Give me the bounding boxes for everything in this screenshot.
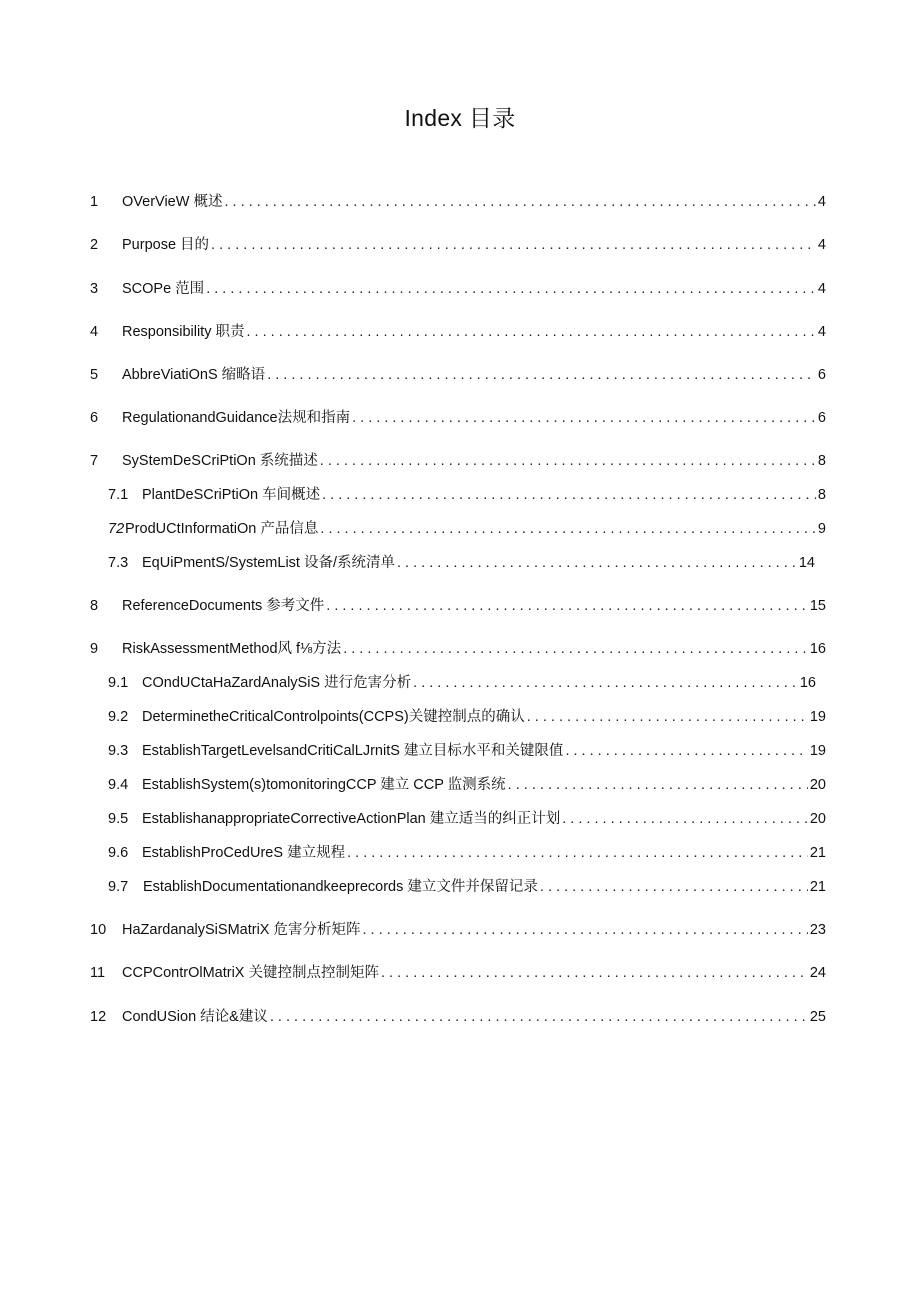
toc-entry-label: CCPContrOlMatriX 关键控制点控制矩阵 bbox=[122, 965, 379, 981]
toc-entry-number: 6 bbox=[90, 410, 99, 426]
toc-entry-label: EstablishSystem(s)tomonitoringCCP 建立 CCP 监测系统 bbox=[142, 777, 506, 793]
toc-entry[interactable] bbox=[108, 708, 826, 726]
toc-entry-number: 5 bbox=[90, 367, 99, 383]
toc-dot-leader bbox=[363, 921, 808, 939]
toc-dot-leader bbox=[247, 323, 816, 341]
toc-entry-label: EstablishDocumentationandkeeprecords 建立文件并保留记录 bbox=[143, 879, 538, 895]
toc-entry-label: RiskAssessmentMethod风 f⅛方法 bbox=[122, 641, 342, 657]
toc-entry-page: 23 bbox=[809, 922, 826, 938]
toc-entry[interactable] bbox=[108, 844, 826, 862]
toc-entry-page: 14 bbox=[798, 555, 815, 571]
toc-entry-label: AbbreViatiOnS 缩略语 bbox=[122, 367, 266, 383]
toc-entry-label: COndUCtaHaZardAnalySiS 进行危害分析 bbox=[142, 675, 412, 691]
toc-entry-page: 16 bbox=[809, 641, 826, 657]
toc-entry-number: 10 bbox=[90, 922, 107, 938]
toc-entry-number: 2 bbox=[90, 237, 99, 253]
toc-dot-leader bbox=[320, 520, 816, 538]
toc-entry-page: 21 bbox=[809, 845, 826, 861]
toc-entry-label: EqUiPmentS/SystemList 设备/系统清单 bbox=[142, 555, 395, 571]
toc-entry[interactable] bbox=[108, 486, 826, 504]
toc-entry-label: SCOPe 范围 bbox=[122, 281, 205, 297]
toc-entry-label: HaZardanalySiSMatriX 危害分析矩阵 bbox=[122, 922, 361, 938]
toc-dot-leader bbox=[527, 708, 808, 726]
toc-dot-leader bbox=[270, 1008, 808, 1026]
toc-entry[interactable] bbox=[108, 554, 815, 572]
toc-entry-number: 7 bbox=[90, 453, 99, 469]
toc-entry-label: CondUSion 结论&建议 bbox=[122, 1009, 268, 1025]
toc-entry[interactable] bbox=[108, 520, 826, 538]
toc-entry-number: 4 bbox=[90, 324, 99, 340]
toc-entry-page: 6 bbox=[817, 410, 826, 426]
toc-entry[interactable] bbox=[90, 323, 826, 341]
toc-entry-page: 21 bbox=[809, 879, 826, 895]
toc-entry[interactable] bbox=[108, 878, 826, 896]
toc-entry-page: 24 bbox=[809, 965, 826, 981]
toc-entry-label: DeterminetheCriticalControlpoints(CCPS)关键控制点的确认 bbox=[142, 709, 525, 725]
toc-entry-label: PlantDeSCriPtiOn 车间概述 bbox=[142, 487, 321, 503]
toc-entry-label: Responsibility 职责 bbox=[122, 324, 245, 340]
toc-entry-label: ReferenceDocuments 参考文件 bbox=[122, 598, 325, 614]
toc-dot-leader bbox=[320, 452, 816, 470]
toc-entry-page: 25 bbox=[809, 1009, 826, 1025]
toc-entry-label: SyStemDeSCriPtiOn 系统描述 bbox=[122, 453, 318, 469]
toc-entry-page: 4 bbox=[817, 324, 826, 340]
page-title: Index 目录 bbox=[404, 105, 516, 131]
toc-entry-number: 1 bbox=[90, 194, 99, 210]
toc-entry[interactable] bbox=[108, 742, 826, 760]
toc-dot-leader bbox=[211, 236, 816, 254]
toc-entry-page: 19 bbox=[809, 709, 826, 725]
toc-dot-leader bbox=[397, 554, 797, 572]
toc-entry-label: EstablishanappropriateCorrectiveActionPlan 建立适当的纠正计划 bbox=[142, 811, 561, 827]
toc-entry[interactable] bbox=[108, 674, 816, 692]
toc-entry-page: 16 bbox=[799, 675, 816, 691]
toc-entry-label: RegulationandGuidance法规和指南 bbox=[122, 410, 351, 426]
toc-entry-number: 9.4 bbox=[108, 777, 129, 793]
toc-entry-number: 9.3 bbox=[108, 743, 129, 759]
toc-entry-page: 8 bbox=[817, 453, 826, 469]
toc-entry-page: 15 bbox=[809, 598, 826, 614]
toc-entry-label: ProdUCtInformatiOn 产品信息 bbox=[125, 521, 319, 537]
toc-entry-number: 9.7 bbox=[108, 879, 129, 895]
toc-entry-number: 9.2 bbox=[108, 709, 129, 725]
toc-dot-leader bbox=[565, 742, 807, 760]
toc-dot-leader bbox=[352, 409, 816, 427]
toc-dot-leader bbox=[267, 366, 816, 384]
toc-entry-page: 4 bbox=[817, 281, 826, 297]
toc-entry-number: 9.6 bbox=[108, 845, 129, 861]
toc-entry-number: 9.1 bbox=[108, 675, 129, 691]
toc-entry[interactable] bbox=[90, 236, 826, 254]
toc-entry[interactable] bbox=[90, 366, 826, 384]
toc-entry-number: 12 bbox=[90, 1009, 107, 1025]
toc-entry-number: 9.5 bbox=[108, 811, 129, 827]
toc-entry[interactable] bbox=[90, 193, 826, 211]
toc-entry-number: 9 bbox=[90, 641, 99, 657]
toc-entry[interactable] bbox=[90, 640, 826, 658]
toc-dot-leader bbox=[343, 640, 808, 658]
toc-entry[interactable] bbox=[90, 921, 826, 939]
toc-dot-leader bbox=[326, 597, 808, 615]
toc-entry-page: 20 bbox=[809, 811, 826, 827]
toc-entry-page: 6 bbox=[817, 367, 826, 383]
toc-entry-label: EstablishProCedUreS 建立规程 bbox=[142, 845, 346, 861]
toc-entry-number: 3 bbox=[90, 281, 99, 297]
toc-entry-page: 4 bbox=[817, 194, 826, 210]
toc-entry[interactable] bbox=[90, 964, 826, 982]
toc-dot-leader bbox=[347, 844, 808, 862]
toc-entry-label: OVerVieW 概述 bbox=[122, 194, 223, 210]
toc-dot-leader bbox=[413, 674, 798, 692]
toc-entry[interactable] bbox=[108, 776, 826, 794]
toc-entry[interactable] bbox=[90, 280, 826, 298]
toc-entry-label: Purpose 目的 bbox=[122, 237, 210, 253]
toc-dot-leader bbox=[224, 193, 815, 211]
toc-dot-leader bbox=[508, 776, 808, 794]
toc-entry[interactable] bbox=[108, 810, 826, 828]
toc-entry-number: 8 bbox=[90, 598, 99, 614]
toc-dot-leader bbox=[381, 964, 808, 982]
toc-entry-page: 8 bbox=[817, 487, 826, 503]
toc-entry-label: EstablishTargetLevelsandCritiCalLJrnitS 建立目标水平和关键限值 bbox=[142, 743, 564, 759]
toc-entry-number: 72 bbox=[108, 521, 125, 537]
toc-entry[interactable] bbox=[90, 1008, 826, 1026]
toc-entry-number: 7.1 bbox=[108, 487, 129, 503]
toc-dot-leader bbox=[562, 810, 808, 828]
toc-entry[interactable] bbox=[90, 409, 826, 427]
toc-entry[interactable] bbox=[90, 452, 826, 470]
toc-entry-page: 19 bbox=[809, 743, 826, 759]
toc-entry-page: 4 bbox=[817, 237, 826, 253]
toc-dot-leader bbox=[206, 280, 816, 298]
toc-entry-number: 7.3 bbox=[108, 555, 129, 571]
toc-entry[interactable] bbox=[90, 597, 826, 615]
toc-entry-page: 9 bbox=[817, 521, 826, 537]
toc-dot-leader bbox=[322, 486, 816, 504]
toc-entry-page: 20 bbox=[809, 777, 826, 793]
toc-entry-number: 11 bbox=[90, 965, 106, 981]
toc-dot-leader bbox=[540, 878, 808, 896]
